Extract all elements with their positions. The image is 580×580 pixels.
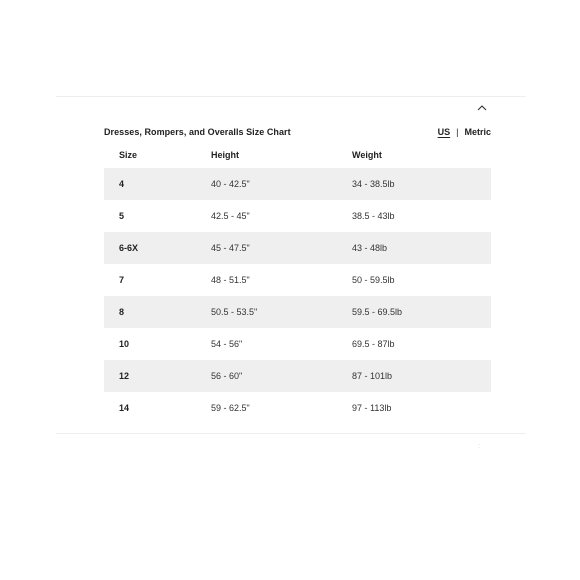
height-cell: 50.5 - 53.5": [211, 296, 352, 328]
column-header-height: Height: [211, 150, 239, 160]
size-cell: 4: [104, 168, 211, 200]
collapse-button[interactable]: [474, 100, 490, 116]
size-cell: 12: [104, 360, 211, 392]
weight-cell: 69.5 - 87lb: [352, 339, 395, 349]
weight-cell: 97 - 113lb: [352, 403, 392, 413]
table-row: [104, 168, 491, 200]
weight-cell: 38.5 - 43lb: [352, 211, 395, 221]
height-cell: 40 - 42.5": [211, 168, 352, 200]
size-cell: 7: [119, 275, 125, 285]
table-row: [104, 232, 491, 264]
unit-toggle: [438, 127, 491, 137]
height-cell: 42.5 - 45": [211, 211, 250, 221]
bottom-divider: [56, 433, 526, 434]
size-cell: 5: [119, 211, 125, 221]
size-cell: 8: [104, 296, 211, 328]
size-cell: 14: [119, 403, 130, 413]
size-chart-header: [104, 125, 491, 139]
height-cell: 54 - 56": [211, 339, 243, 349]
weight-cell: 34 - 38.5lb: [352, 168, 491, 200]
table-row: [104, 200, 491, 232]
table-row: [104, 328, 491, 360]
chevron-up-icon: [477, 105, 487, 111]
unit-metric-button[interactable]: Metric: [464, 127, 491, 137]
height-cell: 56 - 60": [211, 360, 352, 392]
table-row: [104, 264, 491, 296]
weight-cell: 50 - 59.5lb: [352, 275, 395, 285]
unit-separator: |: [456, 127, 459, 137]
unit-us-button[interactable]: US: [437, 127, 451, 137]
table-row: [104, 392, 491, 424]
weight-cell: 87 - 101lb: [352, 360, 491, 392]
weight-cell: 59.5 - 69.5lb: [352, 296, 491, 328]
table-row: [104, 296, 491, 328]
size-chart-table: [104, 142, 491, 424]
column-header-weight: Weight: [352, 150, 382, 160]
top-divider: [56, 96, 526, 97]
height-cell: 59 - 62.5": [211, 403, 250, 413]
weight-cell: 43 - 48lb: [352, 232, 491, 264]
height-cell: 45 - 47.5": [211, 232, 352, 264]
table-header-row: [104, 142, 491, 168]
height-cell: 48 - 51.5": [211, 275, 250, 285]
size-chart-title: Dresses, Rompers, and Overalls Size Chart: [104, 127, 291, 137]
size-cell: 10: [119, 339, 130, 349]
table-row: [104, 360, 491, 392]
faint-dots-mark: · ·: [478, 442, 481, 451]
column-header-size: Size: [119, 150, 138, 160]
size-cell: 6-6X: [104, 232, 211, 264]
